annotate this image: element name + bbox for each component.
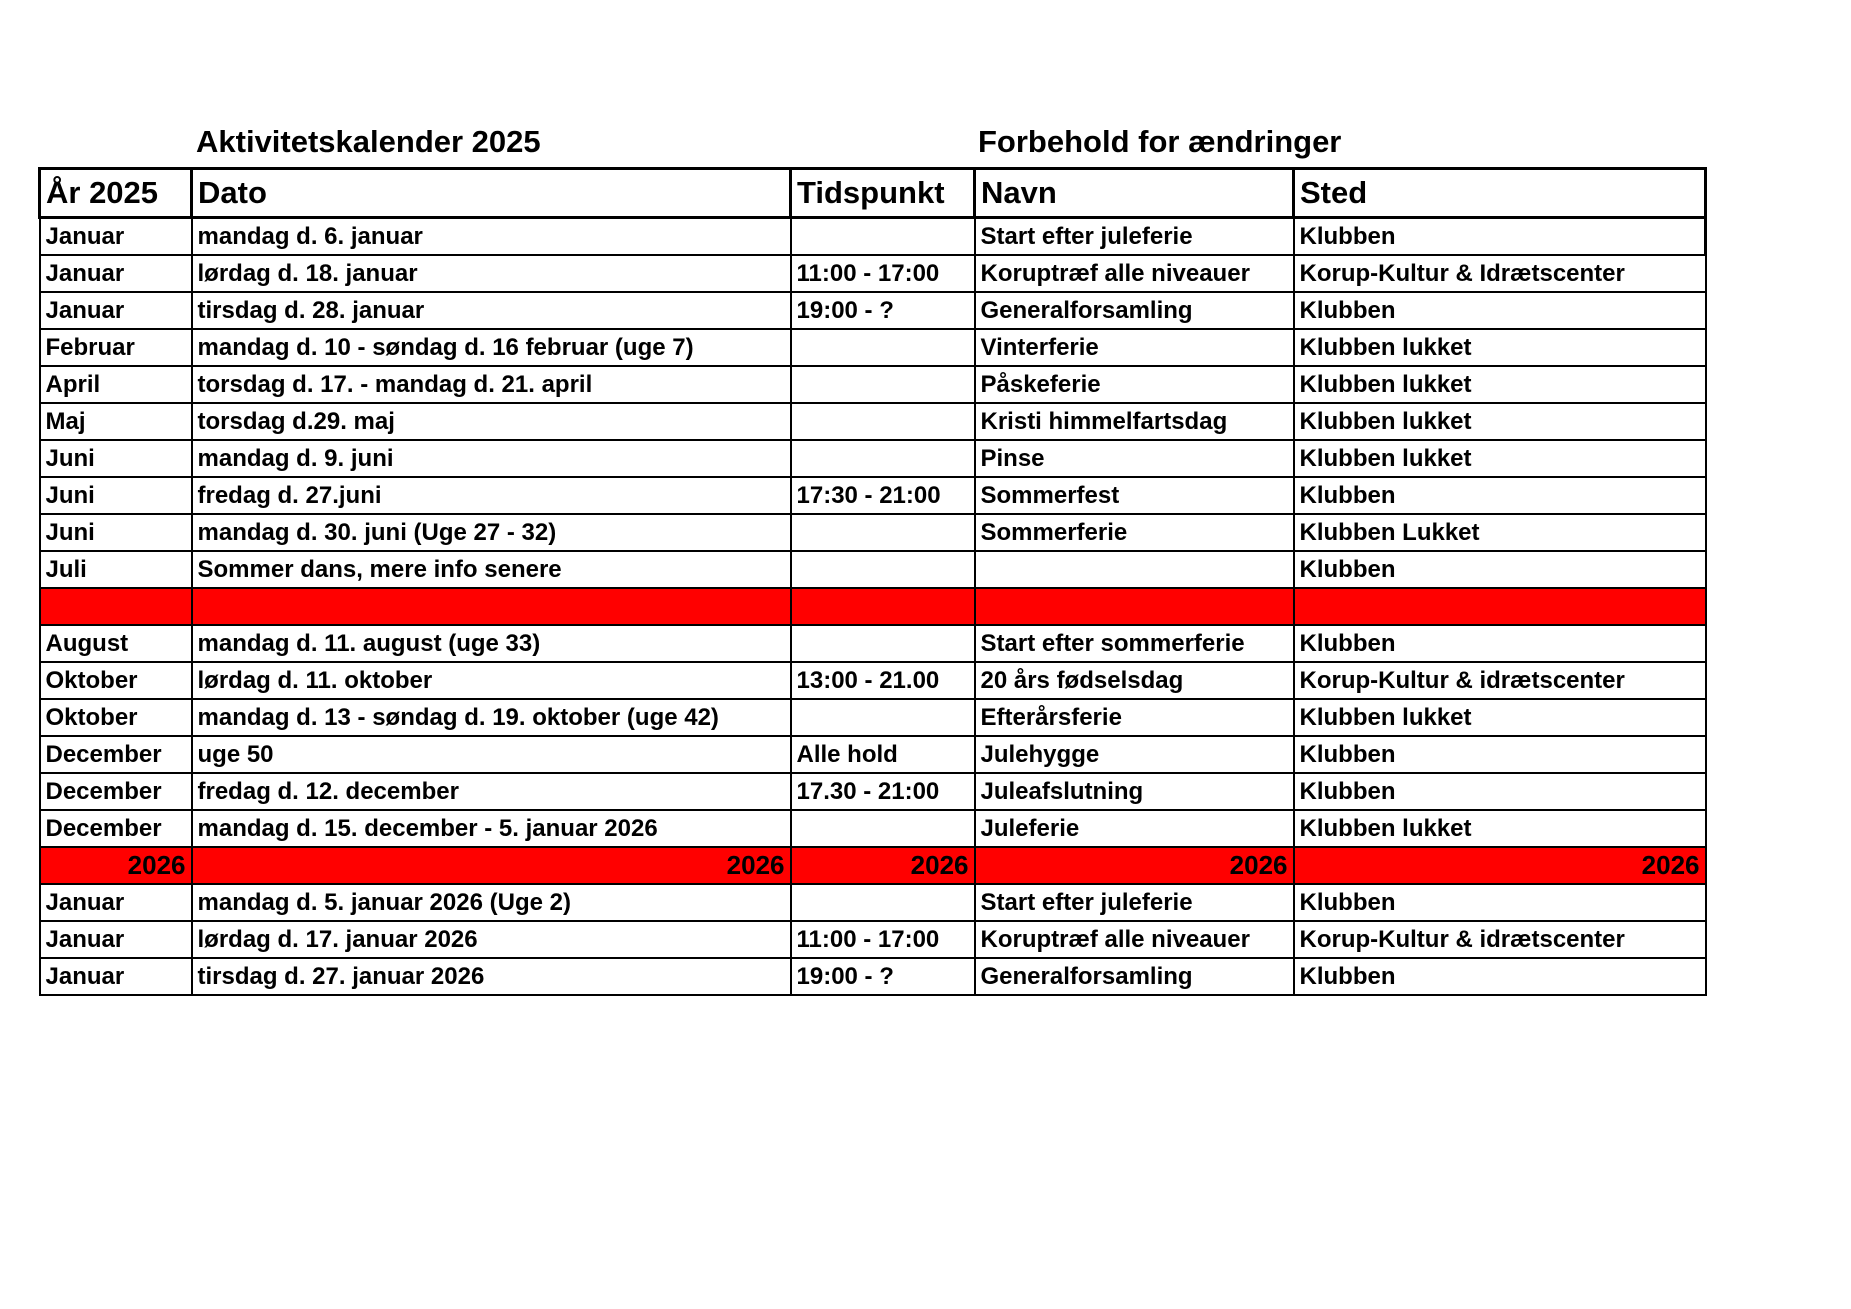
cell-place: Klubben — [1294, 736, 1706, 773]
cell-place: Klubben — [1294, 773, 1706, 810]
cell-name — [975, 551, 1294, 588]
cell-name: Generalforsamling — [975, 958, 1294, 995]
cell-date: mandag d. 10 - søndag d. 16 februar (uge 7) — [192, 329, 791, 366]
cell-time: 17:30 - 21:00 — [791, 477, 975, 514]
cell-name: Koruptræf alle niveauer — [975, 921, 1294, 958]
year-divider-cell: 2026 — [192, 847, 791, 884]
cell-time — [791, 440, 975, 477]
table-row — [40, 514, 1706, 551]
cell-date: Sommer dans, mere info senere — [192, 551, 791, 588]
table-row — [40, 218, 1706, 256]
table-row — [40, 329, 1706, 366]
cell-month: Juni — [40, 440, 192, 477]
cell-name: Start efter juleferie — [975, 884, 1294, 921]
cell-month: Juli — [40, 551, 192, 588]
cell-month: Januar — [40, 255, 192, 292]
cell-date: mandag d. 15. december - 5. januar 2026 — [192, 810, 791, 847]
cell-month: December — [40, 810, 192, 847]
cell-month: Januar — [40, 218, 192, 256]
cell-time — [791, 625, 975, 662]
table-row — [40, 884, 1706, 921]
cell-time — [791, 329, 975, 366]
column-header-year: År 2025 — [40, 169, 192, 218]
cell-time — [791, 551, 975, 588]
cell-date: mandag d. 5. januar 2026 (Uge 2) — [192, 884, 791, 921]
cell-month: Juni — [40, 514, 192, 551]
table-row — [40, 736, 1706, 773]
cell-place: Klubben — [1294, 477, 1706, 514]
table-row — [40, 292, 1706, 329]
year-divider-cell: 2026 — [40, 847, 192, 884]
cell-date: mandag d. 6. januar — [192, 218, 791, 256]
cell-place: Klubben lukket — [1294, 329, 1706, 366]
table-row — [40, 810, 1706, 847]
cell-name: Koruptræf alle niveauer — [975, 255, 1294, 292]
cell-place: Klubben Lukket — [1294, 514, 1706, 551]
cell-name: 20 års fødselsdag — [975, 662, 1294, 699]
table-row — [40, 625, 1706, 662]
cell-name: Kristi himmelfartsdag — [975, 403, 1294, 440]
cell-place: Klubben lukket — [1294, 366, 1706, 403]
cell-place: Klubben lukket — [1294, 810, 1706, 847]
table-row — [40, 921, 1706, 958]
header-row — [40, 169, 1706, 218]
table-row — [40, 773, 1706, 810]
cell-month: Maj — [40, 403, 192, 440]
column-header-place: Sted — [1294, 169, 1706, 218]
cell-name: Påskeferie — [975, 366, 1294, 403]
column-header-date: Dato — [192, 169, 791, 218]
cell-date: uge 50 — [192, 736, 791, 773]
cell-date: mandag d. 9. juni — [192, 440, 791, 477]
cell-month: Januar — [40, 921, 192, 958]
cell-name: Sommerferie — [975, 514, 1294, 551]
table-row — [40, 366, 1706, 403]
cell-time — [791, 366, 975, 403]
table-row — [40, 662, 1706, 699]
cell-name: Juleferie — [975, 810, 1294, 847]
cell-time: 13:00 - 21.00 — [791, 662, 975, 699]
cell-place: Klubben — [1294, 625, 1706, 662]
cell-month: December — [40, 773, 192, 810]
cell-time: Alle hold — [791, 736, 975, 773]
cell-time: 19:00 - ? — [791, 292, 975, 329]
change-notice: Forbehold for ændringer — [978, 124, 1342, 159]
cell-name: Juleafslutning — [975, 773, 1294, 810]
cell-time — [791, 218, 975, 256]
cell-month: Januar — [40, 884, 192, 921]
divider-cell — [791, 588, 975, 625]
cell-month: Januar — [40, 958, 192, 995]
cell-time — [791, 403, 975, 440]
cell-place: Klubben lukket — [1294, 440, 1706, 477]
cell-date: torsdag d.29. maj — [192, 403, 791, 440]
cell-time: 11:00 - 17:00 — [791, 921, 975, 958]
cell-name: Start efter sommerferie — [975, 625, 1294, 662]
divider-cell — [975, 588, 1294, 625]
cell-month: Oktober — [40, 699, 192, 736]
cell-place: Klubben — [1294, 218, 1706, 256]
cell-time — [791, 514, 975, 551]
cell-place: Korup-Kultur & idrætscenter — [1294, 921, 1706, 958]
cell-date: torsdag d. 17. - mandag d. 21. april — [192, 366, 791, 403]
cell-month: April — [40, 366, 192, 403]
red-divider-row — [40, 588, 1706, 625]
table-row — [40, 958, 1706, 995]
cell-name: Efterårsferie — [975, 699, 1294, 736]
cell-time: 17.30 - 21:00 — [791, 773, 975, 810]
year-divider-cell: 2026 — [791, 847, 975, 884]
cell-month: Juni — [40, 477, 192, 514]
cell-date: mandag d. 13 - søndag d. 19. oktober (uge 42) — [192, 699, 791, 736]
cell-date: tirsdag d. 28. januar — [192, 292, 791, 329]
column-header-time: Tidspunkt — [791, 169, 975, 218]
cell-time: 11:00 - 17:00 — [791, 255, 975, 292]
year-divider-cell: 2026 — [975, 847, 1294, 884]
cell-name: Start efter juleferie — [975, 218, 1294, 256]
cell-place: Klubben lukket — [1294, 403, 1706, 440]
cell-place: Korup-Kultur & idrætscenter — [1294, 662, 1706, 699]
cell-month: Januar — [40, 292, 192, 329]
divider-cell — [40, 588, 192, 625]
cell-date: fredag d. 27.juni — [192, 477, 791, 514]
year-divider-row — [40, 847, 1706, 884]
cell-date: mandag d. 30. juni (Uge 27 - 32) — [192, 514, 791, 551]
cell-name: Generalforsamling — [975, 292, 1294, 329]
cell-place: Klubben — [1294, 958, 1706, 995]
cell-month: Oktober — [40, 662, 192, 699]
cell-month: December — [40, 736, 192, 773]
table-row — [40, 551, 1706, 588]
cell-time — [791, 884, 975, 921]
page-title: Aktivitetskalender 2025 — [196, 124, 541, 159]
cell-date: lørdag d. 11. oktober — [192, 662, 791, 699]
table-row — [40, 477, 1706, 514]
cell-name: Julehygge — [975, 736, 1294, 773]
cell-time — [791, 699, 975, 736]
column-header-name: Navn — [975, 169, 1294, 218]
cell-month: August — [40, 625, 192, 662]
cell-date: lørdag d. 18. januar — [192, 255, 791, 292]
cell-place: Klubben — [1294, 884, 1706, 921]
table-row — [40, 699, 1706, 736]
cell-name: Vinterferie — [975, 329, 1294, 366]
cell-date: fredag d. 12. december — [192, 773, 791, 810]
cell-date: tirsdag d. 27. januar 2026 — [192, 958, 791, 995]
cell-name: Pinse — [975, 440, 1294, 477]
cell-place: Korup-Kultur & Idrætscenter — [1294, 255, 1706, 292]
cell-month: Februar — [40, 329, 192, 366]
table-row — [40, 255, 1706, 292]
divider-cell — [1294, 588, 1706, 625]
divider-cell — [192, 588, 791, 625]
cell-time — [791, 810, 975, 847]
cell-date: mandag d. 11. august (uge 33) — [192, 625, 791, 662]
activity-calendar-table — [38, 167, 1707, 996]
cell-name: Sommerfest — [975, 477, 1294, 514]
cell-place: Klubben — [1294, 551, 1706, 588]
cell-place: Klubben lukket — [1294, 699, 1706, 736]
table-row — [40, 440, 1706, 477]
table-row — [40, 403, 1706, 440]
cell-date: lørdag d. 17. januar 2026 — [192, 921, 791, 958]
cell-time: 19:00 - ? — [791, 958, 975, 995]
cell-place: Klubben — [1294, 292, 1706, 329]
year-divider-cell: 2026 — [1294, 847, 1706, 884]
